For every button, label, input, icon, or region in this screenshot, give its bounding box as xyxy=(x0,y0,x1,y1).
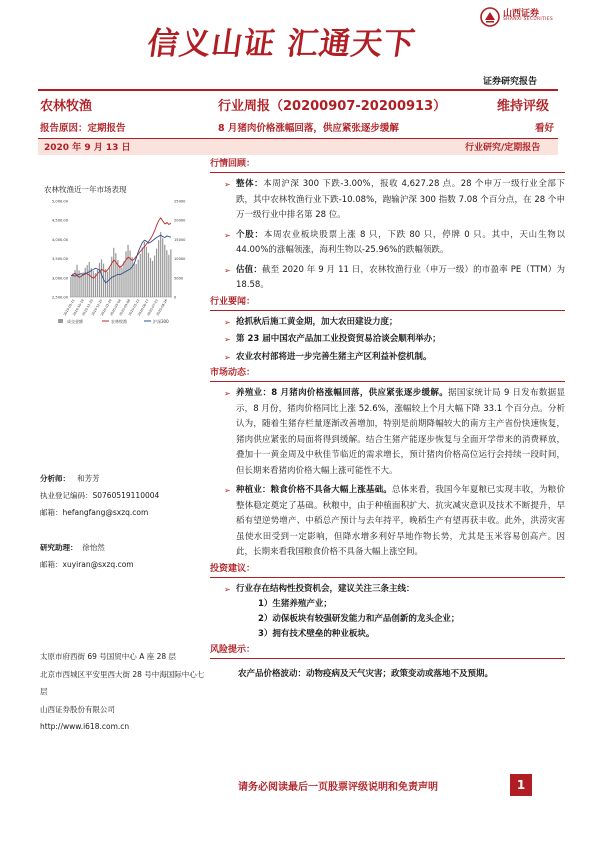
dynamics-livestock: ➢ 养殖业：8 月猪肉价格涨幅回落，供应紧张逐步缓解。据国家统计局 9 日发布数据显示，8 月份，猪肉价格同比上涨 52.6%，涨幅较上个月大幅下降 33.1 个百分点。分析认为，随着生猪存栏量逐渐改善增加，特别是前期降幅较大的南方主产省份快速恢复，猪肉供应紧张的局面将得到缓解。结合生猪产能逐步恢复与全面开学带来的消费释放，叠加十一黄金周及中秋佳节临近的需求增长，预计猪肉价格高位运行会持续一段时间，但长期来看猪肉价格大幅上涨可能性不大。 xyxy=(224,388,565,476)
left-tick-label: 4,000.00 xyxy=(51,237,68,242)
section-risk: 风险提示： xyxy=(210,644,565,659)
industry-name: 农林牧渔 xyxy=(40,99,93,114)
arrow-bullet-icon: ➢ xyxy=(224,230,231,240)
volume-bar xyxy=(144,242,145,297)
section-industry-news: 行业要闻： xyxy=(210,296,565,311)
arrow-bullet-icon: ➢ xyxy=(224,584,231,594)
volume-bar xyxy=(76,265,77,297)
volume-bar xyxy=(119,266,120,297)
x-tick-label: 2020-01-29 xyxy=(99,298,113,317)
investment-list xyxy=(210,597,565,642)
right-tick-label: 20000 xyxy=(174,218,186,223)
cert-label: 执业登记编码： xyxy=(40,491,93,500)
arrow-bullet-icon: ➢ xyxy=(224,389,231,398)
volume-bar xyxy=(113,248,114,297)
analyst-name: 和芳芳 xyxy=(77,474,100,483)
assistant-email-label: 邮箱： xyxy=(40,560,63,569)
dynamics-planting: ➢ 种植业：粮食价格不具备大幅上涨基础。总体来看，我国今年夏粮已实现丰收，为粮价整体稳定奠定了基础。秋粮中，由于种植面积扩大、抗灾减灾意识及技术不断提升，早稻有望逆势增产、中稻总产预计与去年持平，晚稻生产有望再获丰收。此外，洪涝灾害虽使水田受到一定影响，但降水增多利好旱地作物长势，尤其是玉米容易创高产。因此，长期来看我国粮食价格不具备大幅上涨空间。 xyxy=(224,485,565,557)
volume-bar xyxy=(146,247,147,297)
volume-bar xyxy=(152,261,153,297)
volume-bar xyxy=(132,257,133,297)
section-market-review: 行情回顾： xyxy=(210,158,565,173)
left-tick-label: 2,500.00 xyxy=(51,295,68,300)
volume-bar xyxy=(123,261,124,297)
investment-intro: ➢ 行业存在结构性投资机会，建议关注三条主线： xyxy=(210,582,565,598)
volume-bar xyxy=(170,249,171,297)
arrow-bullet-icon: ➢ xyxy=(224,317,231,327)
volume-bar xyxy=(83,272,84,297)
x-tick-label: 2019-10-16 xyxy=(72,298,85,317)
market-performance-chart xyxy=(40,195,200,325)
main-content xyxy=(210,157,565,682)
volume-bar xyxy=(93,271,94,297)
report-category: 行业研究/定期报告 xyxy=(465,143,541,153)
report-kind: 证券研究报告 xyxy=(483,77,538,87)
news-item: ➢ 第 23 届中国农产品加工业投资贸易洽谈会顺利举办； xyxy=(210,332,565,348)
volume-bar xyxy=(99,263,100,297)
company-name: 山西证券股份有限公司 xyxy=(40,704,115,714)
left-tick-label: 3,500.00 xyxy=(51,257,68,262)
market-review-valuation: ➢ 估值：截至 2020 年 9 月 11 日，农林牧渔行业（申万一级）的市盈率 PE（TTM）为 18.58。 xyxy=(224,264,565,290)
rating: 维持评级 xyxy=(497,99,550,114)
outlook: 看好 xyxy=(535,123,555,134)
chart-title: 农林牧渔近一年市场表现 xyxy=(44,185,127,194)
analyst-label: 分析师： xyxy=(40,474,70,483)
volume-bar xyxy=(154,256,155,297)
page-number: 1 xyxy=(510,774,532,796)
email-label: 邮箱： xyxy=(40,508,63,517)
address-taiyuan: 太原市府西街 69 号国贸中心 A 座 28 层 xyxy=(40,652,177,661)
volume-bar xyxy=(125,251,126,297)
brand-name: 山西证券 xyxy=(503,9,540,19)
legend-label: 农林牧渔 xyxy=(111,319,127,324)
volume-bar xyxy=(166,250,167,297)
volume-bar xyxy=(142,247,143,297)
volume-bar xyxy=(136,264,137,297)
section-market-dynamics: 市场动态： xyxy=(210,367,565,382)
volume-bar xyxy=(134,262,135,297)
market-review-overall: ➢ 整体：本周沪深 300 下跌-3.00%，报收 4,627.28 点。28 个申万一级行业全部下跌，其中农林牧渔行业下跌-10.08%，跑输沪深 300 指数 7.08 个百分点，在 28 个申万一级行业中排名第 28 位。 xyxy=(224,179,565,220)
volume-bar xyxy=(121,267,122,297)
investment-item: 1）生猪养殖产业； xyxy=(258,599,332,609)
header-slogan: 信义山证 汇通天下 xyxy=(144,26,418,62)
risk-text: 农产品价格波动：动物疫病及天气灾害；政策变动或落地不及预期。 xyxy=(238,669,494,679)
volume-bar xyxy=(91,268,92,297)
volume-bar xyxy=(70,277,71,297)
volume-bar xyxy=(160,232,161,297)
x-tick-label: 2020-04-08 xyxy=(118,298,132,317)
cert-number: S0760519110004 xyxy=(92,491,160,500)
volume-bar xyxy=(85,268,86,297)
volume-bar xyxy=(107,272,108,297)
arrow-bullet-icon: ➢ xyxy=(224,180,231,189)
left-tick-label: 5,000.00 xyxy=(51,199,68,204)
news-item: ➢ 抢抓秋后施工黄金期，加大农田建设力度； xyxy=(210,315,565,331)
volume-bar xyxy=(129,251,130,297)
right-tick-label: 15000 xyxy=(174,237,186,242)
volume-bar xyxy=(140,254,141,297)
investment-item: 2）动保板块有较强研发能力和产品创新的龙头企业； xyxy=(258,614,460,624)
volume-bar xyxy=(87,265,88,297)
volume-bar xyxy=(101,259,102,297)
volume-bar xyxy=(148,253,149,297)
legend-label: 沪深300 xyxy=(153,319,169,324)
volume-bar xyxy=(109,267,110,297)
volume-bar xyxy=(72,274,73,297)
footer-disclaimer[interactable]: 请务必阅读最后一页股票评级说明和免责声明 xyxy=(238,782,438,793)
assistant-label: 研究助理： xyxy=(40,543,78,552)
volume-bar xyxy=(156,249,157,297)
volume-bar xyxy=(168,255,169,297)
right-tick-label: 0 xyxy=(174,295,177,300)
report-subtitle: 8 月猪肉价格涨幅回落，供应紧张逐步缓解 xyxy=(218,123,399,134)
report-title: 行业周报（20200907-20200913） xyxy=(218,99,447,114)
section-investment: 投资建议： xyxy=(210,563,565,578)
analyst-block xyxy=(40,470,200,573)
right-tick-label: 5000 xyxy=(174,276,184,281)
volume-bar xyxy=(158,240,159,297)
market-review-stocks: ➢ 个股：本周农业板块股票上涨 8 只，下跌 80 只，停牌 0 只。其中，天山生物以 44.00%的涨幅领涨，海利生物以-25.96%的跌幅领跌。 xyxy=(224,229,565,255)
x-tick-label: 2020-05-13 xyxy=(127,298,141,317)
legend-label: 成交金额 xyxy=(67,319,83,324)
report-date: 2020 年 9 月 13 日 xyxy=(44,143,131,153)
x-tick-label: 2020-03-04 xyxy=(109,298,122,317)
header-rule xyxy=(38,89,558,91)
analyst-email[interactable]: hefangfang@sxzq.com xyxy=(62,508,149,517)
report-reason: 报告原因：定期报告 xyxy=(40,123,126,134)
x-tick-label: 2020-06-17 xyxy=(136,298,150,317)
address-block xyxy=(40,648,205,736)
x-tick-label: 2019-09-11 xyxy=(62,298,76,317)
assistant-email[interactable]: xuyiran@sxzq.com xyxy=(62,560,134,569)
arrow-bullet-icon: ➢ xyxy=(224,335,231,344)
x-tick-label: 2020-07-22 xyxy=(146,298,159,317)
right-tick-label: 10000 xyxy=(174,257,186,262)
arrow-bullet-icon: ➢ xyxy=(224,486,231,495)
x-tick-label: 2019-12-25 xyxy=(90,298,104,317)
investment-item: 3）拥有技术壁垒的种业板块。 xyxy=(258,629,375,639)
arrow-bullet-icon: ➢ xyxy=(224,352,231,362)
right-tick-label: 25000 xyxy=(174,199,186,204)
legend-swatch xyxy=(58,319,63,323)
x-tick-label: 2020-08-26 xyxy=(155,298,169,317)
address-beijing: 北京市西城区平安里西大街 28 号中海国际中心七层 xyxy=(40,669,205,696)
arrow-bullet-icon: ➢ xyxy=(224,265,231,275)
company-website[interactable]: http://www.i618.com.cn xyxy=(40,722,130,731)
volume-bar xyxy=(81,275,82,297)
brand-name-en: SHANXI SECURITIES xyxy=(503,17,553,22)
volume-bar xyxy=(89,262,90,297)
news-item: ➢ 农业农村部将进一步完善生猪主产区利益补偿机制。 xyxy=(210,350,565,366)
x-tick-label: 2019-11-20 xyxy=(81,298,95,317)
volume-bar xyxy=(150,258,151,297)
left-tick-label: 4,500.00 xyxy=(51,218,68,223)
volume-bar xyxy=(138,260,139,297)
left-tick-label: 3,000.00 xyxy=(51,276,68,281)
volume-bar xyxy=(162,238,163,297)
assistant-name: 徐怡然 xyxy=(82,543,105,552)
volume-bar xyxy=(164,245,165,297)
